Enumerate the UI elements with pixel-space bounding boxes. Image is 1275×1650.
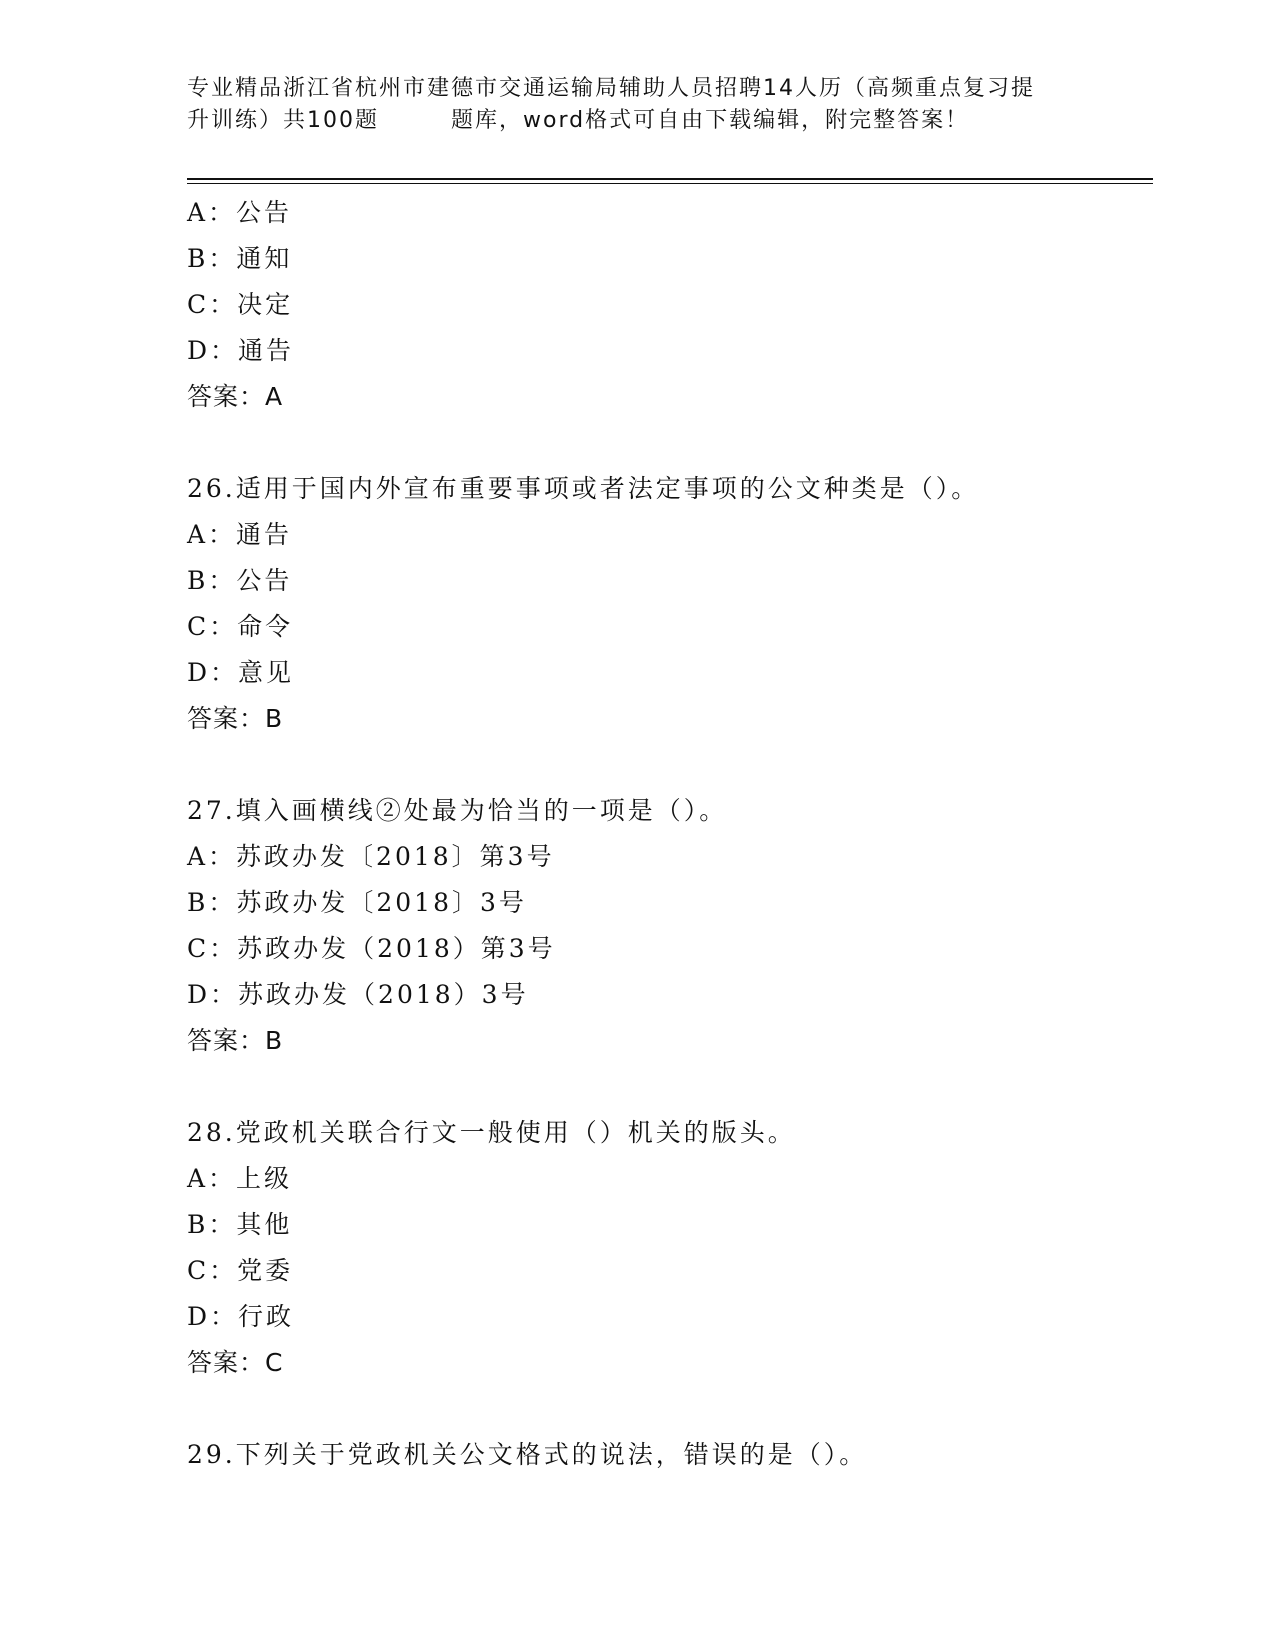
answer: 答案：C <box>187 1348 284 1377</box>
header-line-2-right: 题库，word格式可自由下载编辑，附完整答案！ <box>451 108 970 133</box>
header-line-2-left: 升训练）共100题 <box>187 108 379 133</box>
question-text: 28.党政机关联合行文一般使用（）机关的版头。 <box>187 1118 796 1147</box>
option-d: D：苏政办发（2018）3号 <box>187 980 529 1009</box>
option-c: C：苏政办发（2018）第3号 <box>187 934 556 963</box>
question-28 <box>187 1110 1147 1386</box>
question-text: 27.填入画横线②处最为恰当的一项是（）。 <box>187 796 728 825</box>
question-25 <box>187 190 1147 420</box>
answer: 答案：A <box>187 382 284 411</box>
answer: 答案：B <box>187 704 284 733</box>
question-text: 26.适用于国内外宣布重要事项或者法定事项的公文种类是（）。 <box>187 474 980 503</box>
header-rule-thick <box>187 178 1153 180</box>
option-c: C：命令 <box>187 612 294 641</box>
option-b: B：公告 <box>187 566 293 595</box>
option-d: D：行政 <box>187 1302 295 1331</box>
option-d: D：意见 <box>187 658 295 687</box>
header-rule-thin <box>187 183 1153 184</box>
question-27 <box>187 788 1147 1064</box>
answer: 答案：B <box>187 1026 284 1055</box>
option-a: A：公告 <box>187 198 293 227</box>
document-header <box>187 73 1087 137</box>
option-a: A：苏政办发〔2018〕第3号 <box>187 842 555 871</box>
option-a: A：通告 <box>187 520 293 549</box>
option-d: D：通告 <box>187 336 295 365</box>
option-c: C：决定 <box>187 290 294 319</box>
header-line-2 <box>187 105 1087 137</box>
question-text: 29.下列关于党政机关公文格式的说法，错误的是（）。 <box>187 1440 868 1469</box>
option-a: A：上级 <box>187 1164 293 1193</box>
option-c: C：党委 <box>187 1256 294 1285</box>
question-list <box>187 190 1147 1478</box>
option-b: B：苏政办发〔2018〕3号 <box>187 888 527 917</box>
question-29 <box>187 1432 1147 1478</box>
header-line-1: 专业精品浙江省杭州市建德市交通运输局辅助人员招聘14人历（高频重点复习提 <box>187 76 1035 101</box>
question-26 <box>187 466 1147 742</box>
option-b: B：其他 <box>187 1210 293 1239</box>
option-b: B：通知 <box>187 244 293 273</box>
